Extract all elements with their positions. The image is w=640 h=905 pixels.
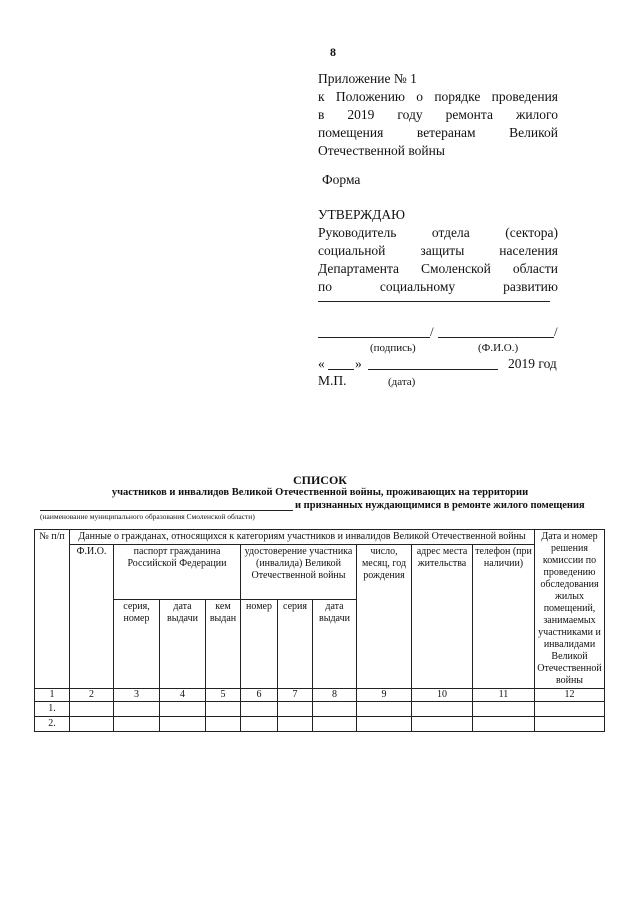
table-cell [160, 717, 206, 732]
column-number: 11 [473, 689, 535, 702]
header-data-group: Данные о гражданах, относящихся к категориям участников и инвалидов Великой Отечественной войны [70, 530, 535, 545]
approval-line: Департамента Смоленской области [318, 261, 558, 276]
day-blank-line [328, 369, 354, 370]
appendix-block [318, 70, 558, 160]
table-cell [473, 702, 535, 717]
column-number: 6 [241, 689, 278, 702]
header-address: адрес места жительства [412, 545, 473, 689]
quote-open: « [318, 356, 325, 371]
column-number: 10 [412, 689, 473, 702]
signature-blank-line [318, 337, 430, 338]
header-cert-series: серия [278, 600, 313, 689]
table-cell [114, 717, 160, 732]
form-label: Форма [322, 172, 361, 187]
table-cell [412, 717, 473, 732]
header-birth: число, месяц, год рождения [357, 545, 412, 689]
column-number: 5 [206, 689, 241, 702]
row-number: 2. [35, 717, 70, 732]
table-cell [313, 717, 357, 732]
header-passport: паспорт гражданина Российской Федерации [114, 545, 241, 600]
header-fio: Ф.И.О. [70, 545, 114, 689]
table-cell [412, 702, 473, 717]
list-subtitle-2: и признанных нуждающимися в ремонте жилого помещения [295, 500, 585, 511]
appendix-line: в 2019 году ремонта жилого [318, 107, 558, 122]
appendix-line: помещения ветеранам Великой [318, 125, 558, 140]
column-number: 7 [278, 689, 313, 702]
row-number: 1. [35, 702, 70, 717]
header-cert-number: номер [241, 600, 278, 689]
approval-line: Руководитель отдела (сектора) [318, 225, 558, 240]
appendix-title: Приложение № 1 [318, 71, 417, 86]
slash: / [430, 324, 434, 339]
year-text: 2019 год [508, 356, 557, 371]
table-cell [160, 702, 206, 717]
table-cell [278, 717, 313, 732]
name-blank-line [438, 337, 554, 338]
column-number-row [35, 689, 605, 702]
approval-line: по социальному развитию [318, 279, 558, 294]
table-cell [206, 717, 241, 732]
table-cell [241, 717, 278, 732]
approval-heading: УТВЕРЖДАЮ [318, 207, 406, 222]
department-blank-line [318, 301, 550, 302]
header-certificate: удостоверение участника (инвалида) Великой Отечественной войны [241, 545, 357, 600]
table-cell [535, 702, 605, 717]
quote-close: » [355, 356, 362, 371]
page-number: 8 [330, 45, 336, 59]
appendix-line: к Положению о порядке проведения [318, 89, 558, 104]
table-cell [114, 702, 160, 717]
header-passport-issuer: кем выдан [206, 600, 241, 689]
table-cell [357, 717, 412, 732]
column-number: 1 [35, 689, 70, 702]
table-cell [357, 702, 412, 717]
column-number: 8 [313, 689, 357, 702]
table-cell [535, 717, 605, 732]
table-row [35, 702, 605, 717]
name-label: (Ф.И.О.) [478, 342, 519, 354]
table-cell [241, 702, 278, 717]
header-decision: Дата и номер решения комиссии по проведению обследования жилых помещений, занимаемых участниками и инвалидами Великой Отечественной войны [535, 530, 605, 689]
municipality-blank-line [40, 510, 293, 511]
date-label: (дата) [388, 376, 416, 388]
stamp-label: М.П. [318, 373, 347, 388]
appendix-line: Отечественной войны [318, 143, 445, 158]
header-phone: телефон (при наличии) [473, 545, 535, 689]
table-cell [206, 702, 241, 717]
approval-block [318, 206, 558, 296]
month-blank-line [368, 369, 498, 370]
header-passport-date: дата выдачи [160, 600, 206, 689]
column-number: 3 [114, 689, 160, 702]
column-number: 4 [160, 689, 206, 702]
citizens-table [34, 529, 605, 732]
table-cell [313, 702, 357, 717]
list-subtitle: участников и инвалидов Великой Отечественной войны, проживающих на территории [111, 487, 529, 498]
table-row [35, 717, 605, 732]
signature-label: (подпись) [370, 342, 416, 354]
column-number: 12 [535, 689, 605, 702]
header-passport-series: серия, номер [114, 600, 160, 689]
list-title: СПИСОК [292, 473, 348, 487]
table-cell [278, 702, 313, 717]
slash: / [554, 324, 558, 339]
table-cell [473, 717, 535, 732]
approval-line: социальной защиты населения [318, 243, 558, 258]
municipality-caption: (наименование муниципального образования Смоленской области) [40, 512, 255, 521]
header-cert-date: дата выдачи [313, 600, 357, 689]
header-num: № п/п [35, 530, 70, 689]
table-cell [70, 717, 114, 732]
table-cell [70, 702, 114, 717]
column-number: 9 [357, 689, 412, 702]
column-number: 2 [70, 689, 114, 702]
